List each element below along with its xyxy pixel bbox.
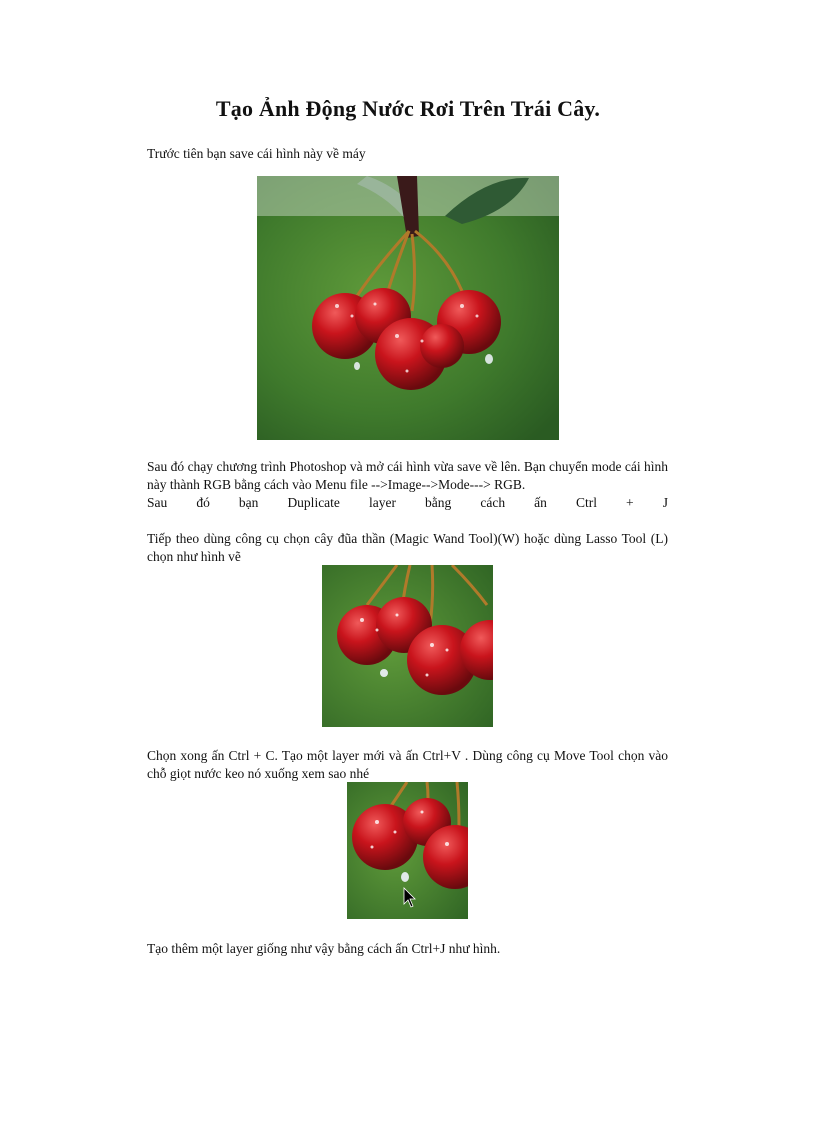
cherry-photo-1 <box>257 176 559 440</box>
word: J <box>662 495 668 510</box>
word: Sau <box>147 495 168 510</box>
step-1-last-line <box>147 494 668 512</box>
cherry-photo-3 <box>347 782 468 919</box>
word: Duplicate <box>287 495 340 510</box>
step-4-paragraph: Tạo thêm một layer giống như vậy bằng cách ấn Ctrl+J như hình. <box>147 941 501 956</box>
step-1-line: Sau đó chạy chương trình Photoshop và mở cái hình vừa save về lên. Bạn chuyển mode cái hình này thành RGB bằng cách vào Menu file -->Image-->Mode---> RGB. <box>147 459 668 492</box>
word: bằng <box>425 495 452 510</box>
word: cách <box>480 495 506 510</box>
intro-paragraph: Trước tiên bạn save cái hình này về máy <box>147 146 366 161</box>
word: ấn <box>534 495 547 510</box>
word: đó <box>196 495 210 510</box>
page-title: Tạo Ảnh Động Nước Rơi Trên Trái Cây. <box>215 96 601 121</box>
cherry-photo-2 <box>322 565 493 727</box>
word: + <box>626 495 634 510</box>
step-3-paragraph: Chọn xong ấn Ctrl + C. Tạo một layer mới và ấn Ctrl+V . Dùng công cụ Move Tool chọn vào chỗ giọt nước keo nó xuống xem sao nhé <box>147 748 668 781</box>
word: bạn <box>238 495 259 510</box>
step-1-paragraph <box>147 458 668 512</box>
word: layer <box>368 495 396 510</box>
word: Ctrl <box>575 495 597 510</box>
step-2-paragraph: Tiếp theo dùng công cụ chọn cây đũa thần (Magic Wand Tool)(W) hoặc dùng Lasso Tool (L) chọn như hình vẽ <box>147 531 668 564</box>
